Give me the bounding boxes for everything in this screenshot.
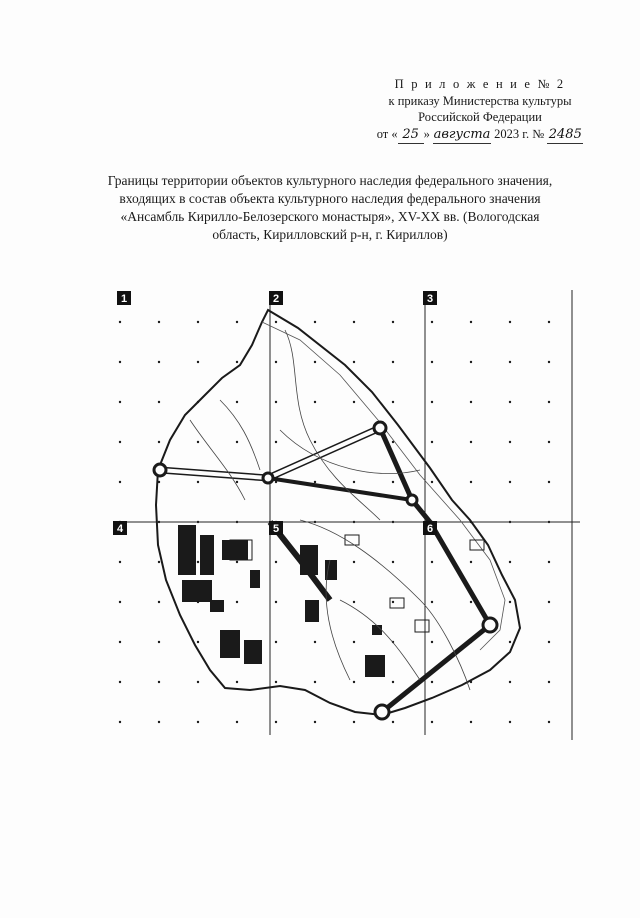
grid-dot [392, 321, 394, 323]
grid-dot [470, 361, 472, 363]
grid-dot [509, 401, 511, 403]
sheet-label-1 [117, 291, 131, 305]
grid-dot [236, 601, 238, 603]
grid-dot [158, 321, 160, 323]
grid-dot [119, 401, 121, 403]
sheet-label-3 [423, 291, 437, 305]
grid-dot [509, 481, 511, 483]
grid-dot [392, 601, 394, 603]
grid-dot [236, 361, 238, 363]
grid-dot [197, 721, 199, 723]
sheet-label-2 [269, 291, 283, 305]
grid-dot [431, 361, 433, 363]
grid-dot [353, 601, 355, 603]
grid-dot [158, 681, 160, 683]
grid-dot [353, 401, 355, 403]
grid-dot [431, 601, 433, 603]
order-reference: к приказу Министерства культуры [388, 93, 572, 108]
grid-dot [470, 401, 472, 403]
sheet-label-5 [269, 521, 283, 535]
grid-dot [392, 561, 394, 563]
grid-dot [314, 721, 316, 723]
grid-dot [509, 361, 511, 363]
grid-dot [158, 561, 160, 563]
grid-dot [275, 641, 277, 643]
grid-dot [509, 601, 511, 603]
grid-dot [548, 601, 550, 603]
svg-text:3: 3 [426, 293, 434, 305]
grid-dot [314, 681, 316, 683]
grid-dot [470, 601, 472, 603]
grid-dot [353, 361, 355, 363]
grid-dot [158, 601, 160, 603]
grid-dot [431, 681, 433, 683]
grid-dot [314, 321, 316, 323]
ministry-name: Российской Федерации [418, 110, 542, 124]
grid-dot [353, 481, 355, 483]
grid-dot [470, 321, 472, 323]
handwritten-order-number: 2485 [547, 127, 583, 145]
sheet-label-6 [423, 521, 437, 535]
sheet-label-4 [113, 521, 127, 535]
grid-dot [197, 561, 199, 563]
grid-dot [353, 321, 355, 323]
grid-dot [158, 361, 160, 363]
grid-dot [236, 481, 238, 483]
grid-dot [158, 441, 160, 443]
grid-dot [470, 481, 472, 483]
grid-dot [119, 481, 121, 483]
grid-dot [470, 561, 472, 563]
grid-dot [548, 441, 550, 443]
grid-dot [509, 561, 511, 563]
grid-dot [275, 361, 277, 363]
svg-text:6: 6 [426, 523, 434, 535]
handwritten-day: 25 [398, 127, 424, 145]
grid-dot [353, 721, 355, 723]
grid-dot [548, 561, 550, 563]
grid-dot [431, 641, 433, 643]
grid-dot [392, 681, 394, 683]
grid-dot [431, 721, 433, 723]
grid-dot [509, 321, 511, 323]
grid-dot [314, 401, 316, 403]
grid-dot [275, 601, 277, 603]
grid-dot [548, 641, 550, 643]
grid-dot [236, 721, 238, 723]
grid-dot [275, 681, 277, 683]
grid-dot [470, 441, 472, 443]
appendix-number: П р и л о ж е н и е № 2 [394, 77, 566, 91]
grid-dot [197, 641, 199, 643]
grid-dot [275, 441, 277, 443]
grid-dot [197, 321, 199, 323]
grid-dot [548, 401, 550, 403]
title-line-3: «Ансамбль Кирилло-Белозерского монастыря», XV-XX вв. (Вологодская [120, 209, 540, 224]
grid-dot [236, 441, 238, 443]
grid-dot [236, 681, 238, 683]
grid-dot [431, 321, 433, 323]
svg-text:1: 1 [120, 293, 128, 305]
grid-dot [275, 561, 277, 563]
grid-dot [431, 481, 433, 483]
grid-dot [353, 561, 355, 563]
grid-dot [548, 721, 550, 723]
grid-dot [431, 441, 433, 443]
grid-dot [119, 441, 121, 443]
grid-dot [509, 441, 511, 443]
date-mid: » [423, 126, 430, 141]
grid-dot [353, 681, 355, 683]
grid-dot [275, 401, 277, 403]
inner-boundary [262, 322, 505, 650]
grid-dot [431, 401, 433, 403]
grid-dot [197, 361, 199, 363]
grid-dot [236, 561, 238, 563]
date-prefix: от « [376, 126, 398, 141]
grid-dot [548, 481, 550, 483]
grid-dot [548, 681, 550, 683]
grid-dot [197, 441, 199, 443]
grid-dot [236, 401, 238, 403]
grid-dot [236, 321, 238, 323]
grid-dot [314, 361, 316, 363]
svg-text:5: 5 [272, 523, 280, 535]
title-line-2: входящих в состав объекта культурного наследия федерального значения [119, 191, 541, 206]
grid-dot [119, 561, 121, 563]
grid-dot [392, 481, 394, 483]
grid-dot [470, 721, 472, 723]
grid-dot [548, 321, 550, 323]
grid-dot [119, 721, 121, 723]
svg-text:2: 2 [272, 293, 280, 305]
title-line-4: область, Кирилловский р-н, г. Кириллов) [212, 227, 448, 242]
handwritten-month: августа [433, 127, 491, 145]
grid-dot [314, 481, 316, 483]
grid-dot [353, 641, 355, 643]
grid-dot [509, 681, 511, 683]
grid-dot [158, 401, 160, 403]
grid-dot [158, 721, 160, 723]
svg-text:4: 4 [116, 523, 124, 535]
grid-dot [509, 721, 511, 723]
grid-dot [119, 601, 121, 603]
grid-dot [119, 641, 121, 643]
grid-dot [119, 681, 121, 683]
title-line-1: Границы территории объектов культурного наследия федерального значения, [107, 173, 553, 188]
grid-dot [392, 401, 394, 403]
grid-dot [197, 681, 199, 683]
grid-dot [275, 721, 277, 723]
grid-dot [119, 361, 121, 363]
territory-boundary [156, 310, 520, 715]
grid-dot [314, 441, 316, 443]
grid-dot [392, 721, 394, 723]
grid-dot [158, 641, 160, 643]
grid-dot [275, 321, 277, 323]
grid-dot [197, 481, 199, 483]
grid-dot [392, 361, 394, 363]
grid-dot [509, 641, 511, 643]
grid-dot [119, 321, 121, 323]
grid-dot [314, 641, 316, 643]
grid-dot [431, 561, 433, 563]
sheet-grid-lines [115, 290, 580, 740]
year-suffix: 2023 г. № [494, 126, 545, 141]
grid-dot [548, 361, 550, 363]
